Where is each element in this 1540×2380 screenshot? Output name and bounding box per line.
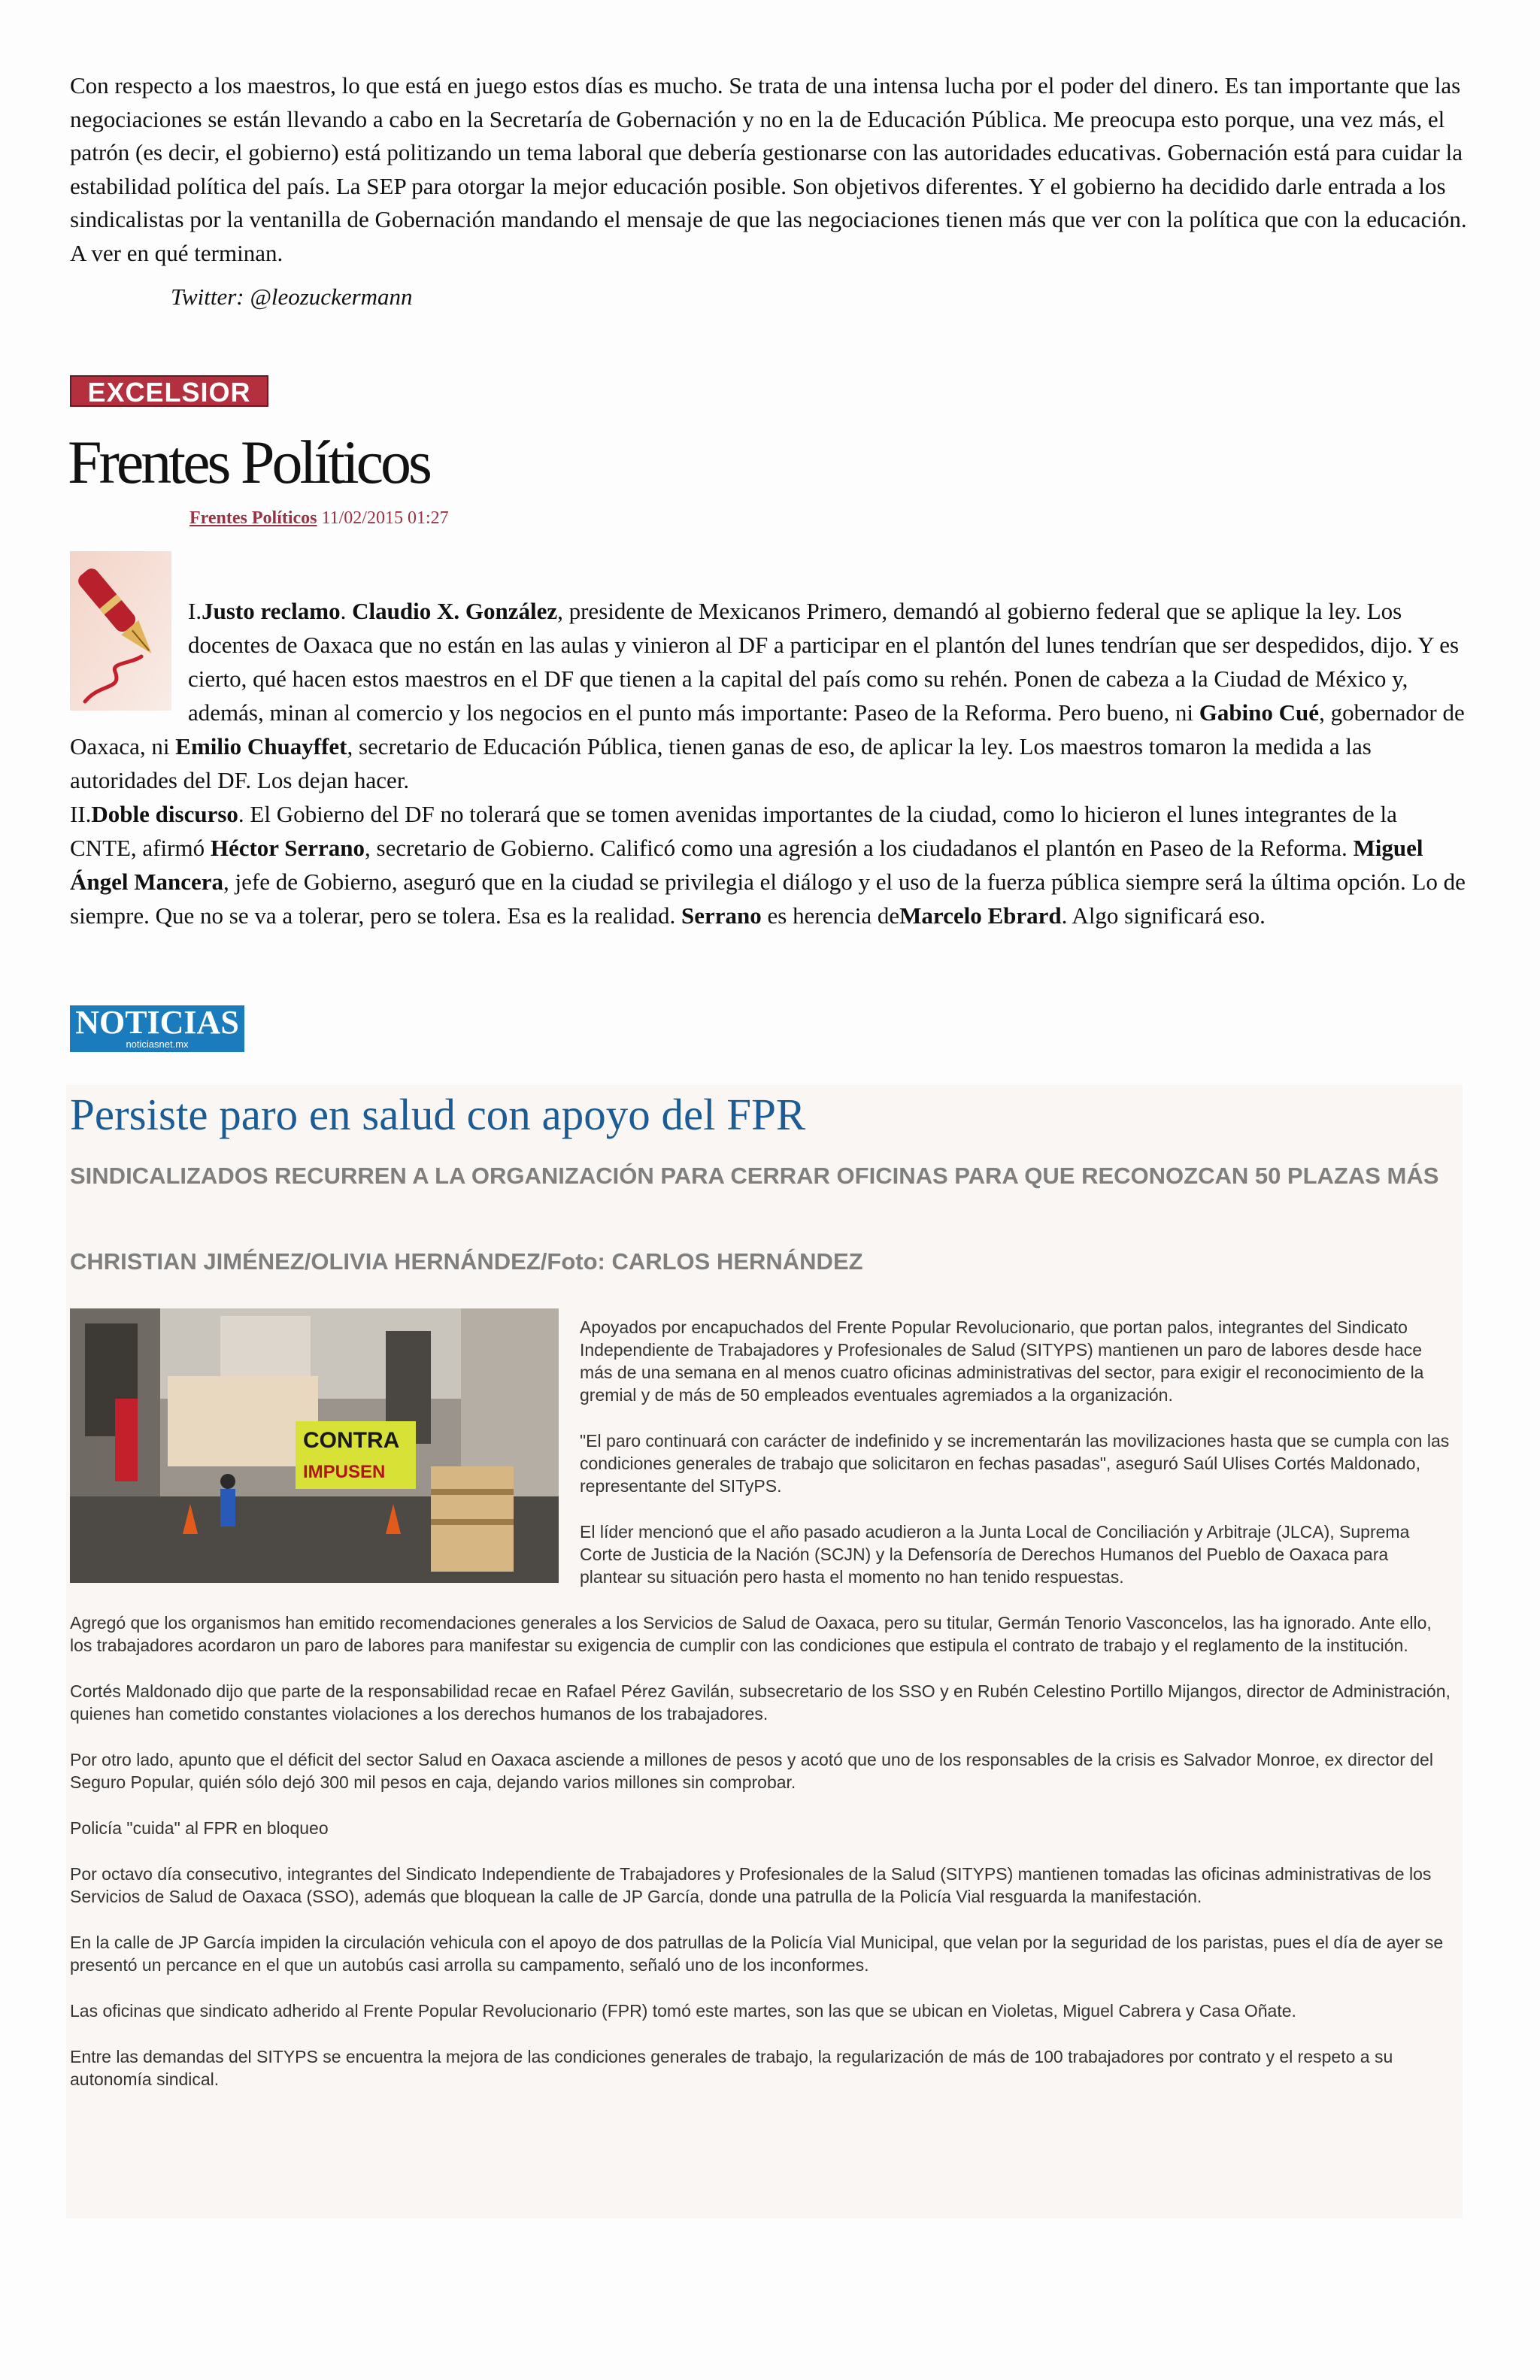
noticias-title: Persiste paro en salud con apoyo del FPR [70, 1090, 806, 1139]
body-paragraph: Las oficinas que sindicato adherido al Frente Popular Revolucionario (FPR) tomó este martes, son las que se ubican en Violetas, Miguel Cabrera y Casa Oñate. [70, 2001, 1296, 2021]
text-run: , secretario de Educación Pública, tienen ganas de eso, de aplicar la ley. Los maestros tomaron la medida a las autoridades del DF. Los dejan hacer. [70, 733, 1372, 793]
text-run: , secretario de Gobierno. Calificó como una agresión a los ciudadanos el plantón en Paseo de la Reforma. [365, 835, 1354, 861]
frentes-section-2 [70, 797, 1469, 932]
frentes-byline-date: 11/02/2015 01:27 [321, 508, 449, 528]
text-run: . [340, 598, 353, 624]
twitter-handle: Twitter: @leozuckermann [171, 283, 413, 310]
noticias-body [70, 1316, 1454, 2114]
body-paragraph: Entre las demandas del SITYPS se encuentra la mejora de las condiciones generales de trabajo, la regularización de más de 100 trabajadores por contrato y el respeto a su autonomía sindical. [70, 2047, 1393, 2089]
person-name: Miguel Ángel Mancera [70, 835, 1423, 895]
body-paragraph: Cortés Maldonado dijo que parte de la responsabilidad recae en Rafael Pérez Gavilán, subsecretario de los SSO y en Rubén Celestino Portillo Mijangos, director de Administración, quienes han cometido constantes violaciones a los derechos humanos de los trabajadores. [70, 1681, 1451, 1724]
frentes-byline [189, 508, 449, 529]
body-paragraph: Por octavo día consecutivo, integrantes del Sindicato Independiente de Trabajadores y Profesionales de la Salud (SITYPS) mantienen tomadas las oficinas administrativas de los Servicios de Salud de Oaxaca (SSO), además que bloquean la calle de JP García, donde una patrulla de la Policía Vial resguarda la manifestación. [70, 1864, 1432, 1906]
body-paragraph: En la calle de JP García impiden la circulación vehicula con el apoyo de dos patrullas de la Policía Vial Municipal, que velan por la seguridad de los paristas, pues el día de ayer se presentó un percance en el que un autobús casi arrolla su campamento, señaló uno de los inconformes. [70, 1933, 1444, 1975]
frentes-byline-link[interactable]: Frentes Políticos [189, 508, 317, 528]
body-paragraph: El líder mencionó que el año pasado acudieron a la Junta Local de Conciliación y Arbitraje (JLCA), Suprema Corte de Justicia de la Nación (SCJN) y la Defensoría de Derechos Humanos del Pueblo de Oaxaca para plantear su situación pero hasta el momento no han tenido respuestas. [580, 1522, 1410, 1587]
section-heading: Justo reclamo [202, 598, 341, 624]
text-run: , gobernador de Oaxaca, ni [70, 699, 1465, 759]
person-name: Héctor Serrano [210, 835, 365, 861]
noticias-logo [70, 1005, 244, 1052]
body-paragraph: "El paro continuará con carácter de indefinido y se incrementarán las movilizaciones hasta que se cumpla con las condiciones generales de trabajo que solicitaron en fechas pasadas", aseguró Saúl Ulises Cortés Maldonado, representante del SITyPS. [580, 1431, 1450, 1496]
section-number: II. [70, 801, 92, 827]
person-name: Serrano [681, 902, 762, 929]
noticias-logo-sub: noticiasnet.mx [126, 1038, 189, 1050]
body-subheading: Policía "cuida" al FPR en bloqueo [70, 1818, 329, 1838]
text-run: . El Gobierno del DF no tolerará que se tomen avenidas importantes de la ciudad, como lo hicieron el lunes integrantes de la CNTE, afirmó [70, 801, 1397, 861]
noticias-logo-text: NOTICIAS [75, 1004, 239, 1041]
person-name: Claudio X. González [352, 598, 558, 624]
frentes-section-1 [70, 594, 1469, 797]
intro-section [70, 69, 1469, 314]
noticias-subtitle: SINDICALIZADOS RECURREN A LA ORGANIZACIÓN PARA CERRAR OFICINAS PARA QUE RECONOZCAN 50 PLAZAS MÁS [70, 1163, 1439, 1189]
noticias-authors: CHRISTIAN JIMÉNEZ/OLIVIA HERNÁNDEZ/Foto: CARLOS HERNÁNDEZ [70, 1248, 863, 1275]
section-heading: Doble discurso [91, 801, 238, 827]
body-paragraph: Agregó que los organismos han emitido recomendaciones generales a los Servicios de Salud de Oaxaca, pero su titular, Germán Tenorio Vasconcelos, las ha ignorado. Ante ello, los trabajadores acordaron un paro de labores para manifestar su exigencia de cumplir con las condiciones que estipula el contrato de trabajo y el reglamento de la institución. [70, 1613, 1432, 1655]
body-paragraph: Por otro lado, apunto que el déficit del sector Salud en Oaxaca asciende a millones de pesos y acotó que uno de los responsables de la crisis es Salvador Monroe, ex director del Seguro Popular, quién sólo dejó 300 mil pesos en caja, dejando varios millones sin comprobar. [70, 1750, 1433, 1792]
person-name: Gabino Cué [1199, 699, 1320, 726]
text-run: , presidente de Mexicanos Primero, demandó al gobierno federal que se aplique la ley. Los docentes de Oaxaca que no están en las aulas y vinieron al DF a participar en el plantón del lunes tendrían que ser despedidos, dijo. Y es cierto, qué hacen estos maestros en el DF que tienen a la capital del país como su rehén. Ponen de cabeza a la Ciudad de México y, además, minan al comercio y los negocios en el punto más importante: Paseo de la Reforma. Pero bueno, ni [188, 598, 1460, 726]
protest-banner-text-2: IMPUSEN [303, 1462, 386, 1482]
protest-banner-text: CONTRA [303, 1428, 400, 1453]
body-paragraph: Apoyados por encapuchados del Frente Popular Revolucionario, que portan palos, integrantes del Sindicato Independiente de Trabajadores y Profesionales de Salud (SITYPS) mantienen un paro de labores desde hace más de una semana en al menos cuatro oficinas administrativas del sector, para exigir el reconocimiento de la gremial y de más de 50 empleados eventuales agremiados a la organización. [580, 1317, 1424, 1405]
person-name: Emilio Chuayffet [175, 733, 347, 759]
excelsior-logo: EXCELSIOR [70, 375, 268, 407]
section-number: I. [188, 598, 202, 624]
frentes-politicos-title: Frentes Políticos [68, 428, 429, 496]
intro-paragraph: Con respecto a los maestros, lo que está en juego estos días es mucho. Se trata de una intensa lucha por el poder del dinero. Es tan importante que las negociaciones se están llevando a cabo en la Secretaría de Gobernación y no en la de Educación Pública. Me preocupa esto porque, una vez más, el patrón (es decir, el gobierno) está politizando un tema laboral que debería gestionarse con las autoridades educativas. Gobernación está para cuidar la estabilidad política del país. La SEP para otorgar la mejor educación posible. Son objetivos diferentes. Y el gobierno ha decidido darle entrada a los sindicalistas por la ventanilla de Gobernación mandando el mensaje de que las negociaciones tienen más que ver con la política que con la educación. A ver en qué terminan. [70, 72, 1467, 266]
text-run: es herencia de [761, 902, 900, 929]
text-run: . Algo significará eso. [1061, 902, 1266, 929]
frentes-body [70, 594, 1469, 932]
person-name: Marcelo Ebrard [899, 902, 1062, 929]
text-run: , jefe de Gobierno, aseguró que en la ciudad se privilegia el diálogo y el uso de la fuerza pública siempre será la última opción. Lo de siempre. Que no se va a tolerar, pero se tolera. Esa es la realidad. [70, 869, 1466, 929]
